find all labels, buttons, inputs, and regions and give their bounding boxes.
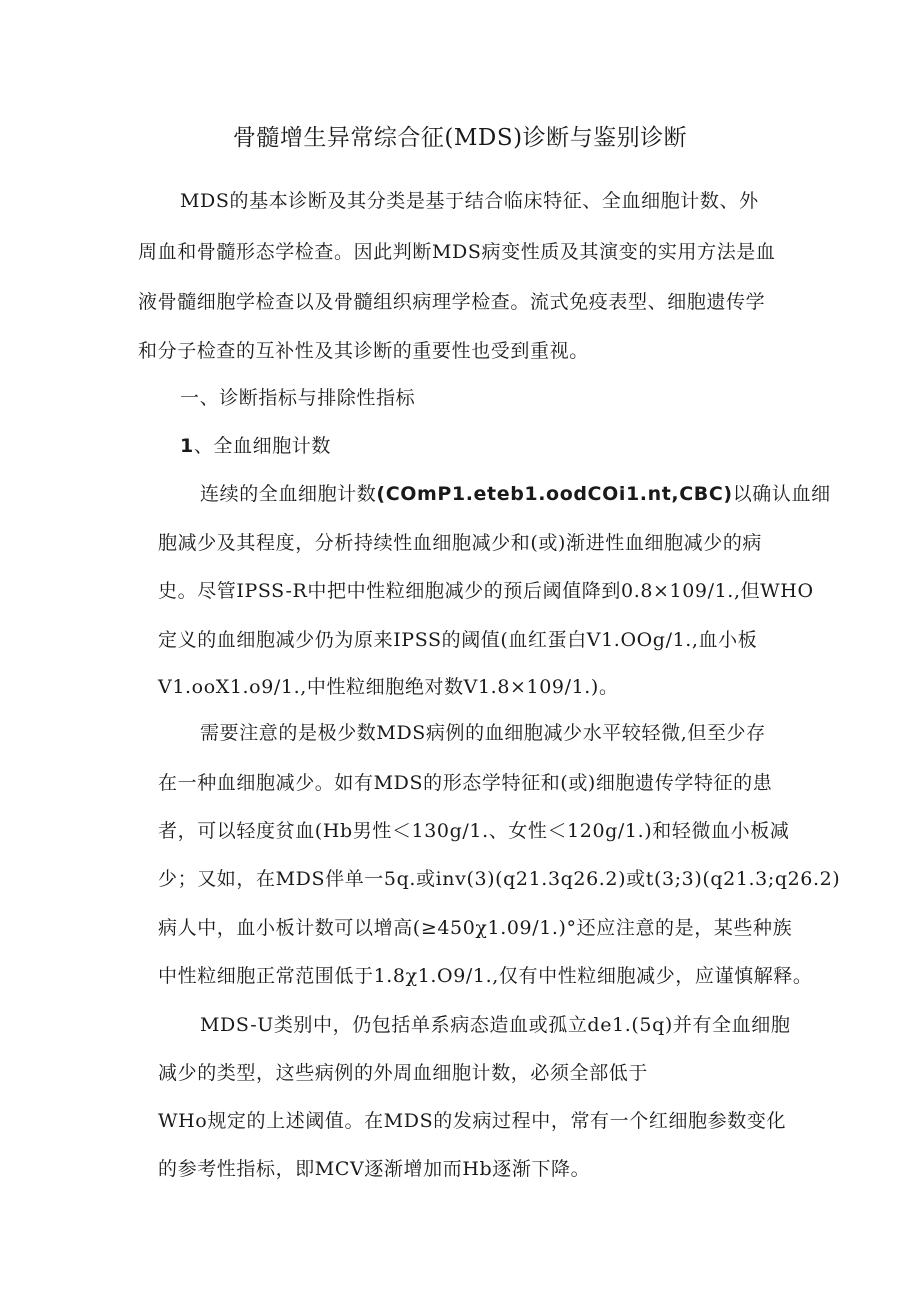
- subsection-title: 、全血细胞计数: [193, 435, 332, 457]
- paragraph-line: 中性粒细胞正常范围低于1.8χ1.O9∕1.,仅有中性粒细胞减少，应谨慎解释。: [158, 965, 813, 987]
- paragraph-line: MDS的基本诊断及其分类是基于结合临床特征、全血细胞计数、外: [180, 190, 759, 212]
- abbreviation: (COmP1.eteb1.oodCOi1.nt,CBC): [376, 483, 733, 505]
- section-heading: 一、诊断指标与排除性指标: [180, 387, 416, 409]
- paragraph-line: 减少的类型，这些病例的外周血细胞计数，必须全部低于: [158, 1062, 649, 1084]
- paragraph-line: 周血和骨髓形态学检查。因此判断MDS病变性质及其演变的实用方法是血: [138, 241, 776, 263]
- document-title: 骨髓增生异常综合征(MDS)诊断与鉴别诊断: [232, 125, 688, 151]
- paragraph-line: 胞减少及其程度，分析持续性血细胞减少和(或)渐进性血细胞减少的病: [158, 532, 763, 554]
- paragraph-line: 少；又如，在MDS伴单一5q.或inv(3)(q21.3q26.2)或t(3;3)(q21.3;q26.2): [158, 868, 841, 890]
- paragraph-line: 的参考性指标，即MCV逐渐增加而Hb逐渐下降。: [158, 1158, 591, 1180]
- paragraph-line: WHo规定的上述阈值。在MDS的发病过程中，常有一个红细胞参数变化: [158, 1110, 787, 1132]
- subsection-heading: [180, 431, 331, 458]
- paragraph-line: 在一种血细胞减少。如有MDS的形态学特征和(或)细胞遗传学特征的患: [158, 772, 773, 794]
- subsection-number: 1: [180, 435, 194, 457]
- paragraph-line: 需要注意的是极少数MDS病例的血细胞减少水平较轻微,但至少存: [200, 722, 766, 744]
- paragraph-text: 以确认血细: [732, 483, 831, 505]
- paragraph-line: 病人中，血小板计数可以增高(≥450χ1.09∕1.)°还应注意的是，某些种族: [158, 917, 793, 939]
- paragraph-line: [200, 479, 831, 506]
- paragraph-line: 定义的血细胞减少仍为原来IPSS的阈值(血红蛋白V1.OOg/1.,血小板: [158, 629, 758, 651]
- paragraph-line: V1.ooX1.o9/1.,中性粒细胞绝对数V1.8×109∕1.)。: [158, 676, 619, 698]
- paragraph-line: 者，可以轻度贫血(Hb男性＜130g/1.、女性＜120g∕1.)和轻微血小板减: [158, 820, 790, 842]
- paragraph-line: MDS-U类别中，仍包括单系病态造血或孤立de1.(5q)并有全血细胞: [200, 1014, 791, 1036]
- paragraph-line: 史。尽管IPSS-R中把中性粒细胞减少的预后阈值降到0.8×109∕1.,但WHO: [158, 580, 814, 602]
- paragraph-text: 连续的全血细胞计数: [200, 483, 377, 505]
- paragraph-line: 和分子检查的互补性及其诊断的重要性也受到重视。: [138, 340, 589, 362]
- paragraph-line: 液骨髓细胞学检查以及骨髓组织病理学检查。流式免疫表型、细胞遗传学: [138, 291, 766, 313]
